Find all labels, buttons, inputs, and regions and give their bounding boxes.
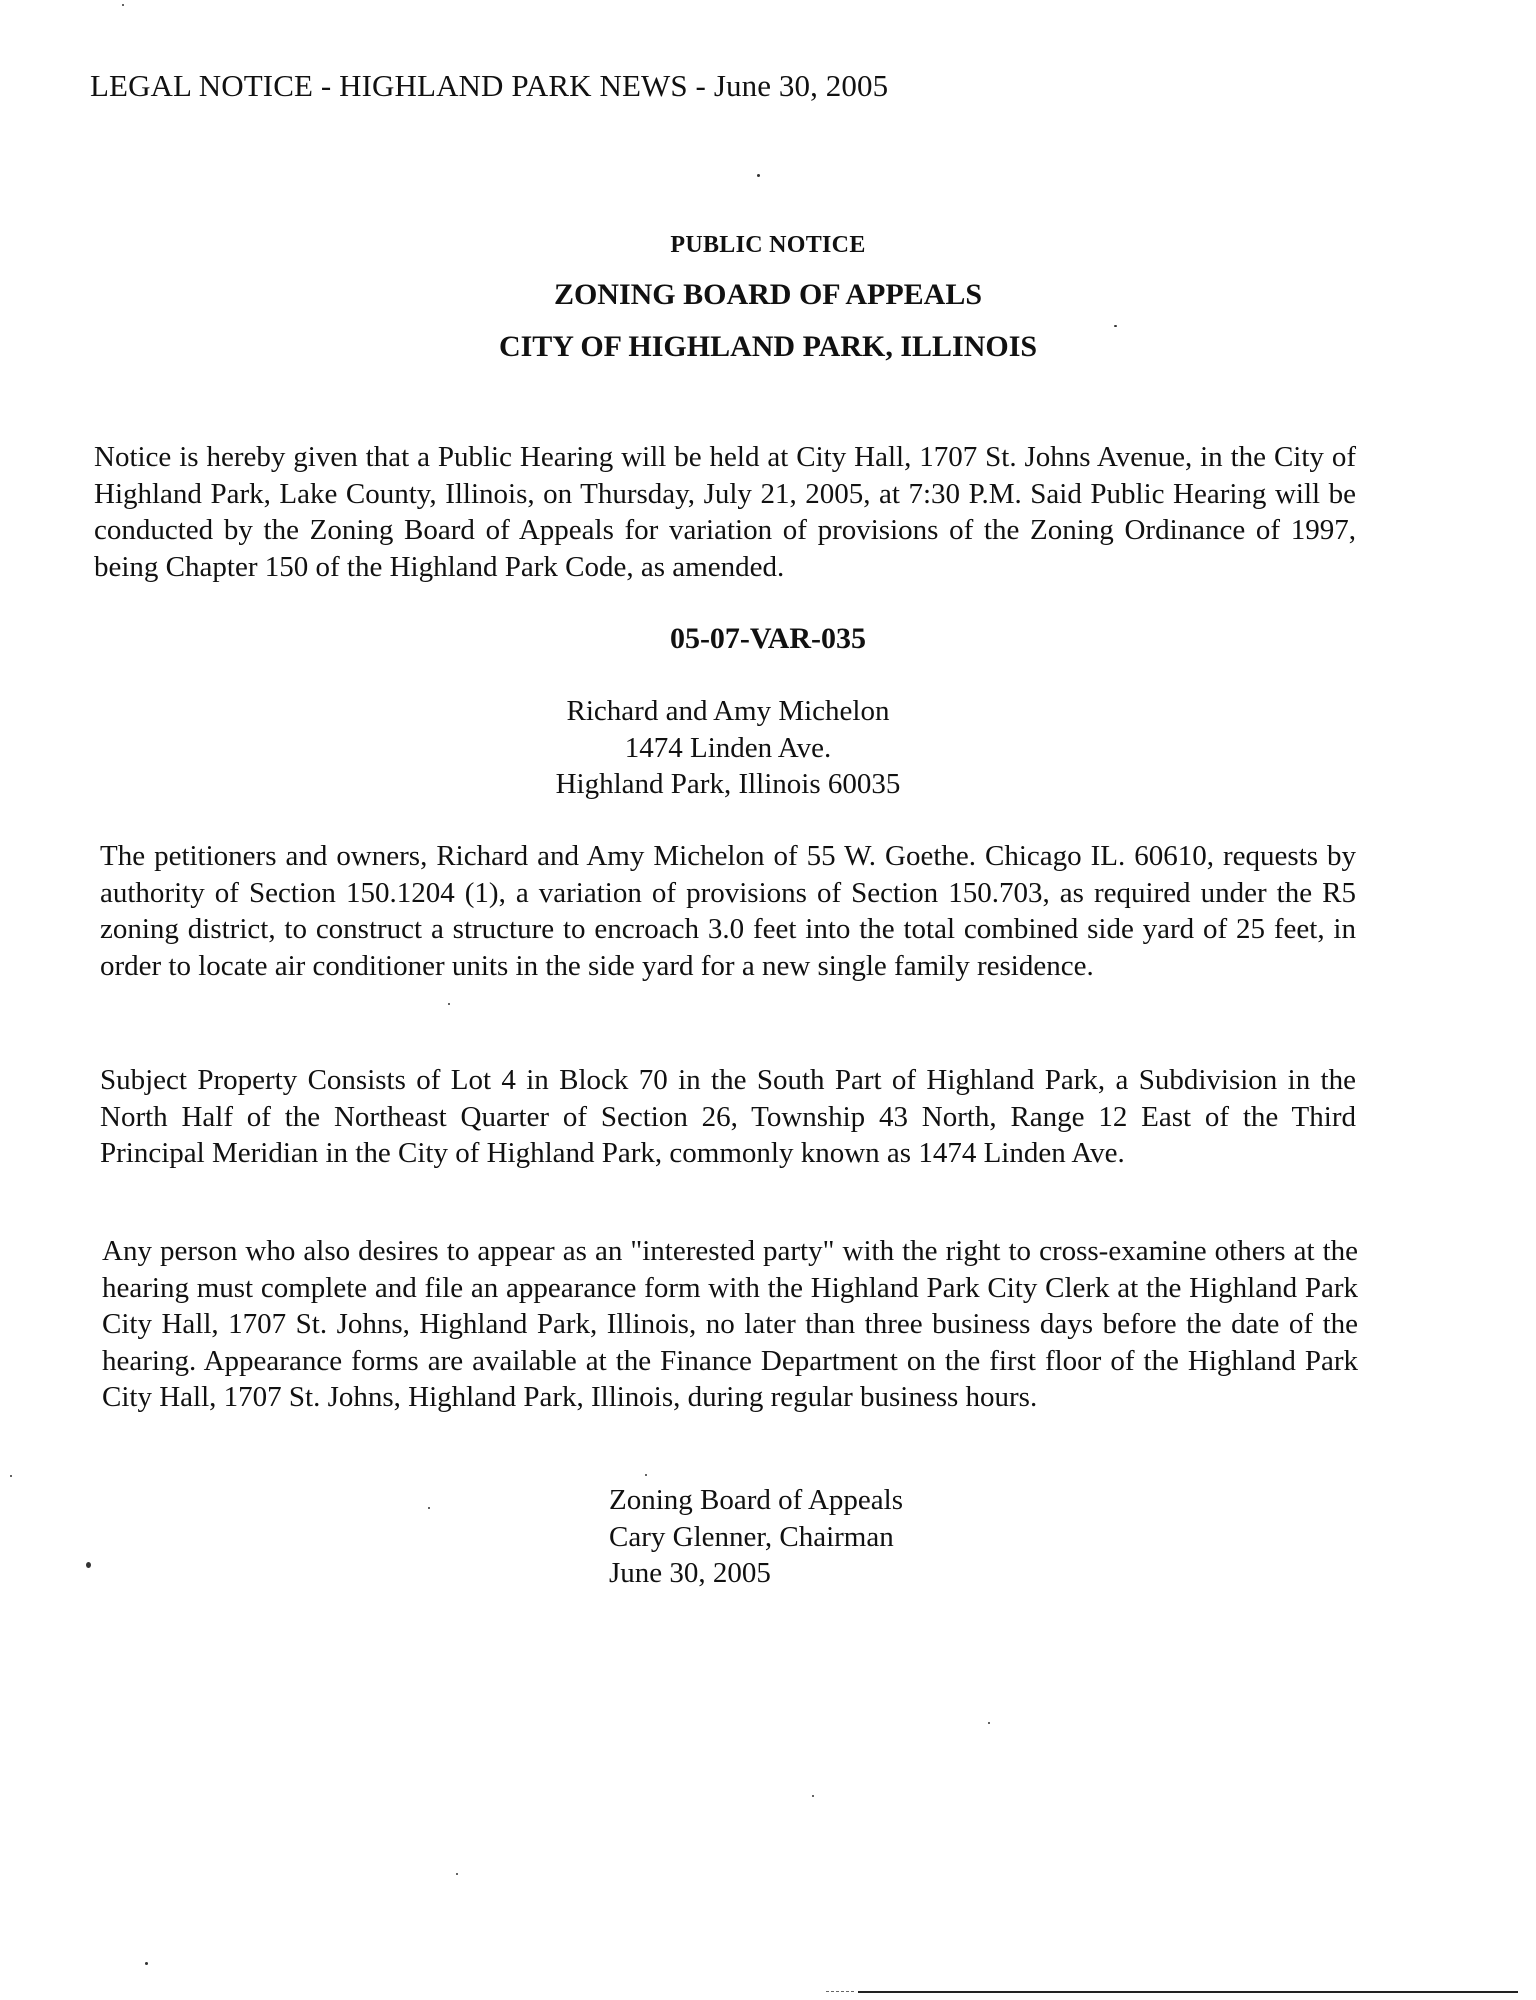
scan-speck [1114, 325, 1117, 327]
petitioner-street: 1474 Linden Ave. [624, 731, 832, 764]
property-paragraph: Subject Property Consists of Lot 4 in Block 70 in the South Part of Highland Park, a Subdivision in the North Half of the Northeast Quarter of Section 26, Township 43 North, Range 12 East of the Third Principal Meridian in the City of Highland Park, commonly known as 1474 Linden Ave. [100, 1064, 1356, 1169]
footer-rule-dash [826, 1991, 854, 1993]
signature-chair: Cary Glenner, Chairman [609, 1520, 894, 1553]
petitioner-address-block [0, 693, 1456, 803]
petitioner-city: Highland Park, Illinois 60035 [555, 768, 901, 800]
notice-label: PUBLIC NOTICE [670, 232, 866, 258]
footer-rule [858, 1991, 1518, 1993]
board-title: ZONING BOARD OF APPEALS [553, 278, 983, 311]
request-paragraph: The petitioners and owners, Richard and Amy Michelon of 55 W. Goethe. Chicago IL. 60610, requests by authority of Section 150.1204 (1), a variation of provisions of Section 150.703, as required under the R5 zoning district, to construct a structure to encroach 3.0 feet into the total combined side yard of 25 feet, in order to locate air conditioner units in the side yard for a new single family residence. [100, 840, 1356, 982]
intro-paragraph: Notice is hereby given that a Public Hearing will be held at City Hall, 1707 St. Johns Avenue, in the City of Highland Park, Lake County, Illinois, on Thursday, July 21, 2005, at 7:30 P.M. Said Public Hearing will be conducted by the Zoning Board of Appeals for variation of provisions of the Zoning Ordinance of 1997, being Chapter 150 of the Highland Park Code, as amended. [94, 441, 1356, 583]
scan-speck [86, 1562, 91, 1568]
signature-block [609, 1482, 903, 1592]
signature-date: June 30, 2005 [609, 1557, 771, 1589]
case-number: 05-07-VAR-035 [669, 622, 867, 655]
scan-speck [757, 174, 760, 177]
scan-speck [645, 1474, 647, 1476]
scan-speck [812, 1795, 814, 1797]
scan-speck [122, 4, 124, 6]
scan-speck [10, 1475, 12, 1477]
appearance-paragraph: Any person who also desires to appear as an "interested party" with the right to cross-examine others at the hearing must complete and file an appearance form with the Highland Park City Clerk at the Highland Park City Hall, 1707 St. Johns, Highland Park, Illinois, no later than three business days before the date of the hearing. Appearance forms are available at the Finance Department on the first floor of the Highland Park City Hall, 1707 St. Johns, Highland Park, Illinois, during regular business hours. [102, 1235, 1358, 1413]
scan-speck [456, 1873, 458, 1875]
petitioner-name: Richard and Amy Michelon [566, 695, 890, 727]
city-title: CITY OF HIGHLAND PARK, ILLINOIS [498, 330, 1038, 363]
signature-organization: Zoning Board of Appeals [609, 1484, 903, 1516]
scan-speck [988, 1722, 990, 1724]
scan-speck [448, 1003, 450, 1005]
publication-header: LEGAL NOTICE - HIGHLAND PARK NEWS - June 30, 2005 [90, 68, 889, 103]
scan-speck [428, 1507, 430, 1509]
scan-speck [145, 1962, 148, 1965]
